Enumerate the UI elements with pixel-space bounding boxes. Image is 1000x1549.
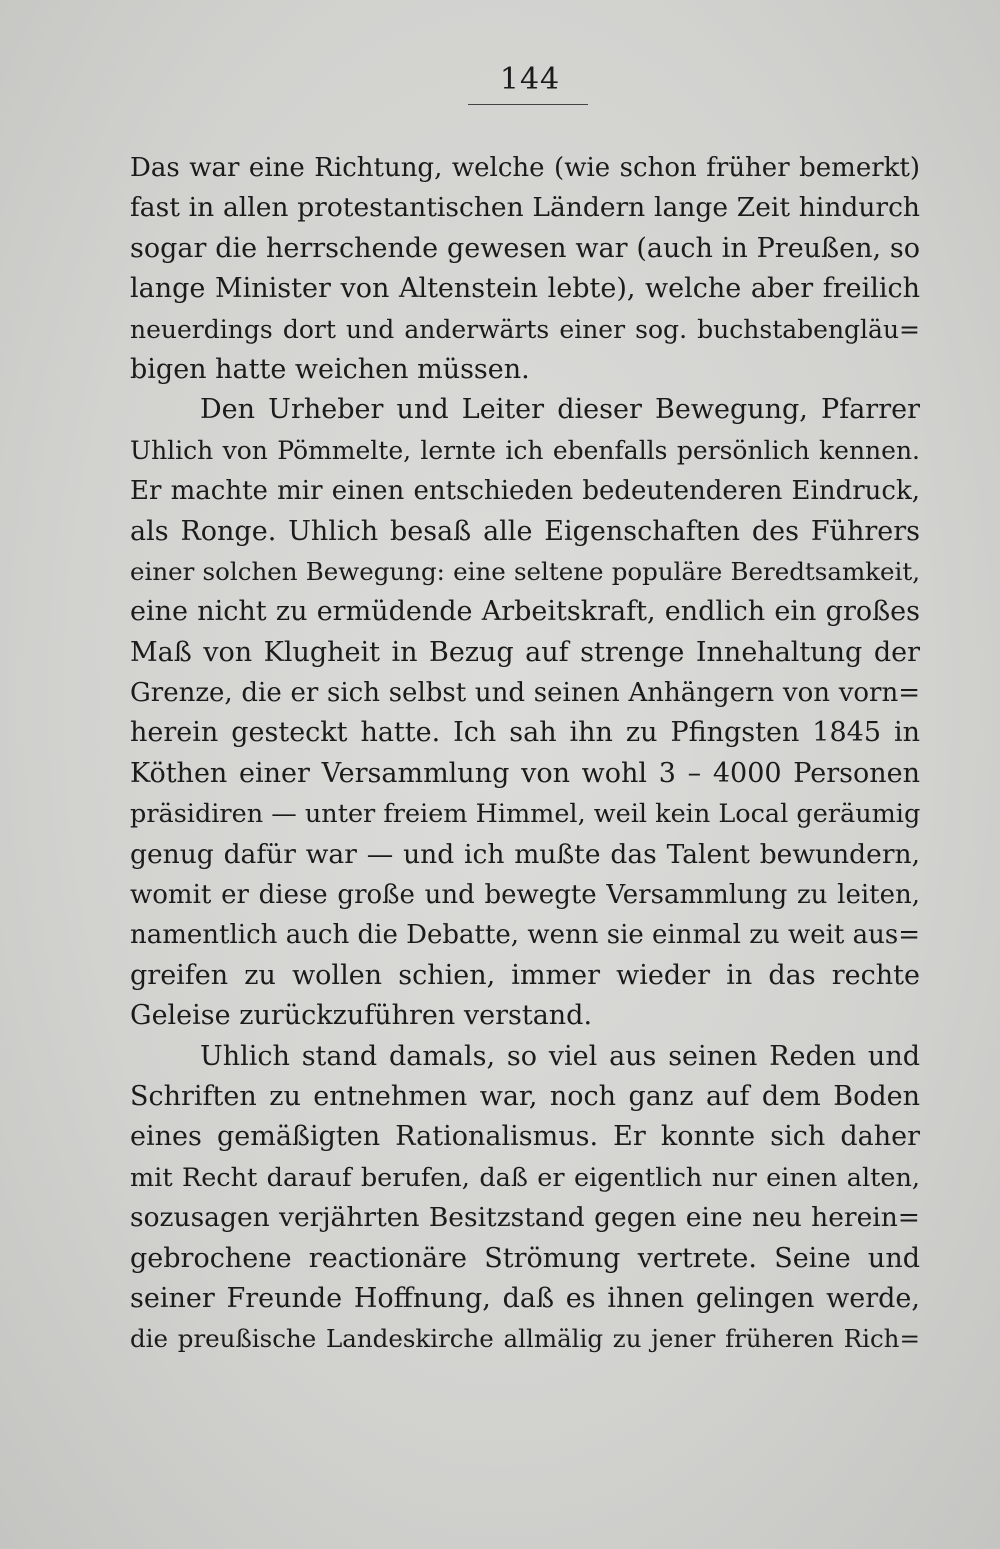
text-line: einer solchen Bewegung: eine seltene populäre Beredtsamkeit, xyxy=(130,556,920,586)
text-line: neuerdings dort und anderwärts einer sog. buchstabengläu= xyxy=(130,314,920,344)
text-line: lange Minister von Altenstein lebte), welche aber freilich xyxy=(130,273,920,305)
text-line: Schriften zu entnehmen war, noch ganz auf dem Boden xyxy=(130,1080,920,1112)
text-line: Das war eine Richtung, welche (wie schon früher bemerkt) xyxy=(130,153,920,183)
text-line: die preußische Landeskirche allmälig zu jener früheren Rich= xyxy=(130,1324,920,1354)
text-line: Grenze, die er sich selbst und seinen Anhängern von vorn= xyxy=(130,678,920,709)
text-line: mit Recht darauf berufen, daß er eigentlich nur einen alten, xyxy=(130,1162,920,1193)
text-line: seiner Freunde Hoffnung, daß es ihnen gelingen werde, xyxy=(130,1282,920,1314)
text-line: Den Urheber und Leiter dieser Bewegung, Pfarrer xyxy=(200,394,920,426)
text-line: herein gesteckt hatte. Ich sah ihn zu Pfingsten 1845 in xyxy=(130,717,920,749)
text-line: als Ronge. Uhlich besaß alle Eigenschaften des Führers xyxy=(130,515,920,547)
text-line: präsidiren — unter freiem Himmel, weil kein Local geräumig xyxy=(130,799,920,830)
text-line: namentlich auch die Debatte, wenn sie einmal zu weit aus= xyxy=(130,920,920,951)
text-line: sogar die herrschende gewesen war (auch in Preußen, so xyxy=(130,232,920,264)
header-rule xyxy=(468,104,588,105)
page-number: 144 xyxy=(499,62,561,97)
text-line: bigen hatte weichen müssen. xyxy=(130,353,530,385)
text-line: Köthen einer Versammlung von wohl 3 – 4000 Personen xyxy=(130,757,920,789)
text-line: fast in allen protestantischen Ländern lange Zeit hindurch xyxy=(130,192,920,224)
text-line: eine nicht zu ermüdende Arbeitskraft, endlich ein großes xyxy=(130,596,920,628)
text-line: eines gemäßigten Rationalismus. Er konnte sich daher xyxy=(130,1121,920,1153)
text-line: greifen zu wollen schien, immer wieder in das rechte xyxy=(130,959,920,991)
body-text xyxy=(130,148,920,1360)
text-line: Er machte mir einen entschieden bedeutenderen Eindruck, xyxy=(130,476,920,507)
text-line: sozusagen verjährten Besitzstand gegen eine neu herein= xyxy=(130,1202,920,1234)
text-line: Uhlich stand damals, so viel aus seinen Reden und xyxy=(200,1040,920,1072)
text-line: Maß von Klugheit in Bezug auf strenge Innehaltung der xyxy=(130,636,920,668)
text-line: gebrochene reactionäre Strömung vertrete. Seine und xyxy=(130,1242,920,1274)
text-line: Geleise zurückzuführen verstand. xyxy=(130,1000,593,1032)
text-line: genug dafür war — und ich mußte das Talent bewundern, xyxy=(130,838,920,870)
text-line: Uhlich von Pömmelte, lernte ich ebenfalls persönlich kennen. xyxy=(130,435,920,465)
text-line: womit er diese große und bewegte Versammlung zu leiten, xyxy=(130,880,920,911)
